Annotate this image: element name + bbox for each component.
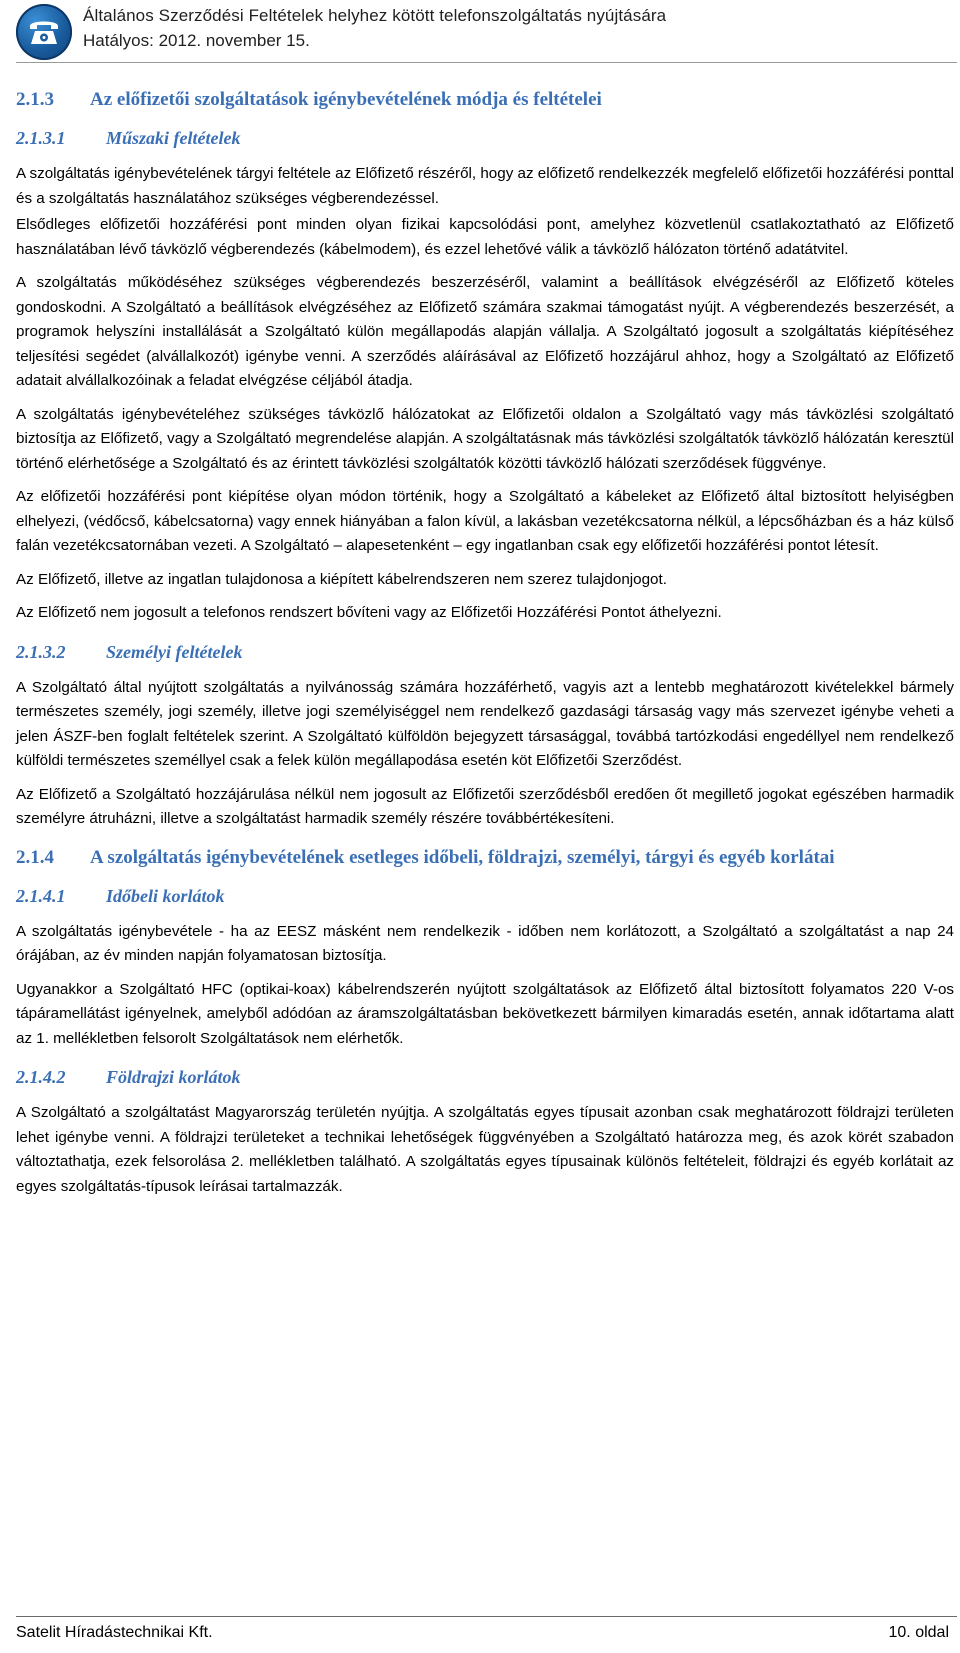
telephone-icon [26, 16, 62, 48]
heading-number: 2.1.4 [16, 846, 54, 868]
heading-number: 2.1.3 [16, 89, 54, 110]
heading-text: Az előfizetői szolgáltatások igénybevételének módja és feltételei [90, 89, 602, 110]
paragraph: Az Előfizető, illetve az ingatlan tulajdonosa a kiépített kábelrendszeren nem szerez tulajdonjogot. [16, 570, 667, 588]
heading-number: 2.1.4.2 [16, 1067, 66, 1087]
heading-text: Műszaki feltételek [106, 128, 241, 148]
heading-text: Időbeli korlátok [106, 885, 225, 906]
heading-2-1-3-1 [16, 126, 954, 150]
paragraph: Elsődleges előfizetői hozzáférési pont minden olyan fizikai kapcsolódási pont, amelyhez közvetlenül csatlakoztatható az Előfizető használatában lévő távközlő végberendezés (kábelmodem), és ezzel lehetővé válik a távközlő hálózaton történő adatátvitel. [16, 216, 954, 258]
heading-text: Földrajzi korlátok [106, 1067, 241, 1087]
paragraph: Az Előfizető nem jogosult a telefonos rendszert bővíteni vagy az Előfizetői Hozzáférési Pontot áthelyezni. [16, 604, 722, 621]
heading-text: A szolgáltatás igénybevételének esetleges időbeli, földrajzi, személyi, tárgyi és egyéb korlátai [90, 846, 835, 868]
paragraph: A szolgáltatás igénybevételének tárgyi feltétele az Előfizető részéről, hogy az előfizető rendelkezzék megfelelő előfizetői hozzáférési ponttal és a szolgáltatás használatához szükséges végberendezéssel. [16, 165, 954, 207]
header-title: Általános Szerződési Feltételek helyhez kötött telefonszolgáltatás nyújtására [83, 6, 667, 25]
header-effective-date: Hatályos: 2012. november 15. [83, 31, 310, 50]
heading-number: 2.1.3.2 [16, 641, 66, 662]
telephone-logo-icon [16, 4, 72, 60]
header-divider [16, 62, 957, 63]
footer-company: Satelit Híradástechnikai Kft. [16, 1624, 213, 1641]
paragraph: Ugyanakkor a Szolgáltató HFC (optikai-koax) kábelrendszerén nyújtott szolgáltatások az Előfizető által biztosított folyamatos 220 V-os tápáramellátást igényelnek, amelyből adódóan az áramszolgáltatásban bekövetkezett bármilyen kimaradás esetén, annak időtartama alatt az 1. mellékletben felsorolt Szolgáltatások nem elérhetők. [16, 980, 954, 1047]
heading-2-1-3 [16, 88, 954, 112]
footer-divider [16, 1616, 957, 1617]
paragraph: A Szolgáltató által nyújtott szolgáltatás a nyilvánosság számára hozzáférhető, vagyis azt a lentebb meghatározott kivételekkel bármely természetes személy, jogi személy, illetve jogi személyiséggel nem rendelkező gazdasági társaság vagy más szervezet igénybe veheti a jelen ÁSZF-ben foglalt feltételek szerint. A Szolgáltató külföldön bejegyzett társasággal, továbbá tartózkodási engedéllyel nem rendelkező külföldi természetes személlyel csak a felek külön megállapodása esetén köt Előfizetői Szerződést. [16, 678, 954, 769]
footer-page-number: 10. oldal [888, 1624, 949, 1641]
paragraph: Az előfizetői hozzáférési pont kiépítése olyan módon történik, hogy a Szolgáltató a kábeleket az Előfizető által biztosított helyiségben elhelyezi, (védőcső, kábelcsatorna) vagy ennek hiányában a falon kívül, a lakásban vezetékcsatorna nélkül, a lépcsőházban és a ház külső falán vezetékcsatornában vezeti. A Szolgáltató – alapesetenként – egy ingatlanban csak egy előfizetői hozzáférési pontot létesít. [16, 488, 954, 554]
heading-2-1-4-1 [16, 884, 954, 908]
document-body [16, 88, 954, 1208]
heading-2-1-4 [16, 846, 954, 870]
heading-number: 2.1.3.1 [16, 128, 66, 148]
heading-2-1-3-2 [16, 640, 954, 664]
paragraph: Az Előfizető a Szolgáltató hozzájárulása nélkül nem jogosult az Előfizetői szerződésből eredően őt megillető jogokat egészében harmadik személyre átruházni, illetve a szolgáltatást harmadik személy részére továbbértékesíteni. [16, 785, 954, 827]
paragraph: A szolgáltatás igénybevétele - ha az EESZ másként nem rendelkezik - időben nem korlátozott, a Szolgáltató a szolgáltatást a nap 24 órájában, az év minden napján folyamatosan biztosítja. [16, 922, 954, 964]
page-header [0, 0, 960, 66]
paragraph: A Szolgáltató a szolgáltatást Magyarország területén nyújtja. A szolgáltatás egyes típusait azonban csak meghatározott földrajzi területen lehet igénybe venni. A földrajzi területeket a technikai lehetőségek függvényében a Szolgáltató határozza meg, és azok körét szabadon változtathatja, ezek felsorolása 2. mellékletben található. A szolgáltatás egyes típusainak különös feltételeit, földrajzi és egyéb korlátait az egyes szolgáltatás-típusok leírásai tartalmazzák. [16, 1104, 954, 1195]
heading-text: Személyi feltételek [106, 641, 243, 662]
paragraph: A szolgáltatás igénybevételéhez szükséges távközlő hálózatokat az Előfizetői oldalon a Szolgáltató vagy más távközlési szolgáltató biztosítja az Előfizető, vagy a Szolgáltató megrendelése alapján. A szolgáltatásnak más távközlési szolgáltatók távközlő hálózatán keresztül történő elérhetősége a Szolgáltató és az érintett távközlési szolgáltatók közötti távközlő hálózati szerződések függvénye. [16, 405, 954, 472]
paragraph: A szolgáltatás működéséhez szükséges végberendezés beszerzéséről, valamint a beállítások elvégzéséről az Előfizető köteles gondoskodni. A Szolgáltató a beállítások elvégzéséhez az Előfizető számára szakmai támogatást nyújt. A végberendezés beszerzését, a programok helyszíni installálását a Szolgáltató külön megállapodás alapján vállalja. A Szolgáltató jogosult a szolgáltatás kiépítéséhez teljesítési segédet (alvállalkozót) igénybe venni. A szerződés aláírásával az Előfizető hozzájárul ahhoz, hogy a Szolgáltató az Előfizető adatait alvállalkozóinak a feladat elvégzése céljából átadja. [16, 274, 954, 389]
heading-number: 2.1.4.1 [16, 885, 66, 906]
heading-2-1-4-2 [16, 1065, 954, 1089]
